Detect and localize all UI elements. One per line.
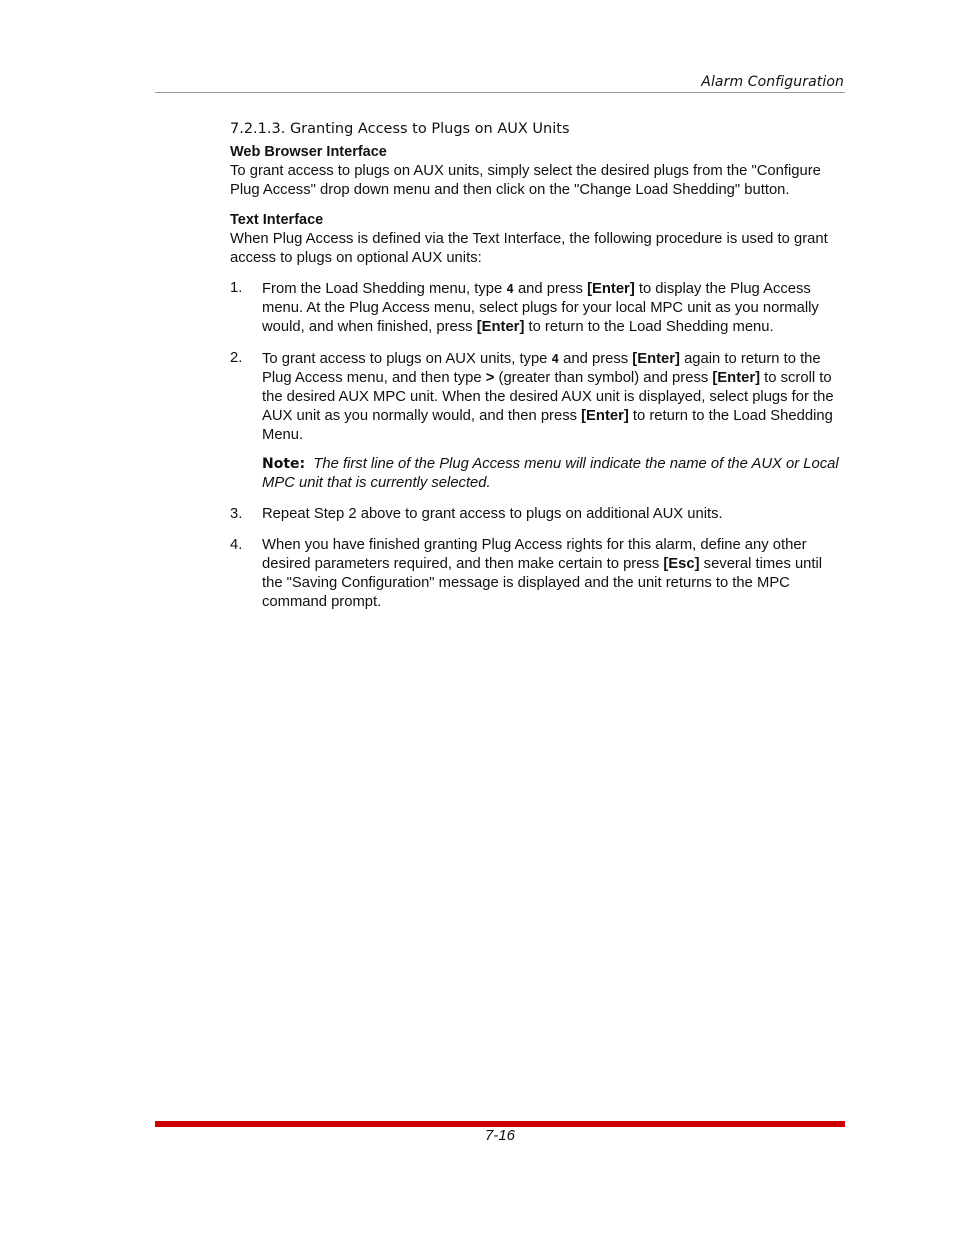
step-3: 3. Repeat Step 2 above to grant access to plugs on additional AUX units. [230, 506, 723, 522]
key-4: 4 [551, 351, 560, 366]
text-interface-subhead: Text Interface [230, 212, 324, 228]
note-text: The first line of the Plug Access menu will indicate the name of the AUX or Local MPC unit that is currently selected. [262, 456, 839, 491]
key-esc: [Esc] [663, 556, 700, 572]
page-number: 7-16 [484, 1127, 516, 1144]
key-enter: [Enter] [587, 281, 635, 297]
web-interface-text: To grant access to plugs on AUX units, simply select the desired plugs from the "Configure Plug Access" drop down menu and then click on the "Change Load Shedding" button. [230, 163, 821, 198]
step-number: 2. [230, 350, 243, 366]
key-enter: [Enter] [632, 351, 680, 367]
key-greater-than: > [485, 370, 495, 386]
section-heading: 7.2.1.3. Granting Access to Plugs on AUX Units [230, 121, 570, 137]
step-number: 4. [230, 537, 243, 553]
step-number: 3. [230, 506, 243, 522]
header-divider [155, 92, 845, 93]
text-interface-intro: When Plug Access is defined via the Text Interface, the following procedure is used to grant access to plugs on optional AUX units: [230, 231, 828, 266]
step-number: 1. [230, 280, 243, 296]
note-label: Note: [262, 456, 306, 472]
running-header: Alarm Configuration [701, 74, 844, 90]
key-enter: [Enter] [712, 370, 761, 386]
key-enter: [Enter] [581, 408, 629, 424]
note [262, 455, 845, 493]
procedure-steps [230, 279, 845, 612]
step-1: 1. From the Load Shedding menu, type 4 and press [Enter] to display the Plug Access menu. At the Plug Access menu, select plugs for your local MPC unit as you normally would, and when finished, press [Enter] to return to the Load Shedding menu. [230, 280, 819, 335]
step-2: 2. To grant access to plugs on AUX units, type 4 and press [Enter] again to return to the Plug Access menu, and then type > (greater than symbol) and press [Enter] to scroll to the desired AUX MPC unit. When the desired AUX unit is displayed, select plugs for the AUX unit as you normally would, and then press [Enter] to return to the Load Shedding Menu. Note: The first line of the Plug Access menu will indicate the name of the AUX or Local MPC unit that is currently selected. [230, 349, 845, 493]
key-4: 4 [506, 281, 514, 296]
web-interface-subhead: Web Browser Interface [230, 144, 387, 160]
key-enter: [Enter] [476, 319, 525, 335]
page-content [230, 121, 845, 624]
step-4: 4. When you have finished granting Plug Access rights for this alarm, define any other desired parameters required, and then make certain to press [Esc] several times until the "Saving Configuration" message is displayed and the unit returns to the MPC command prompt. [230, 537, 823, 610]
